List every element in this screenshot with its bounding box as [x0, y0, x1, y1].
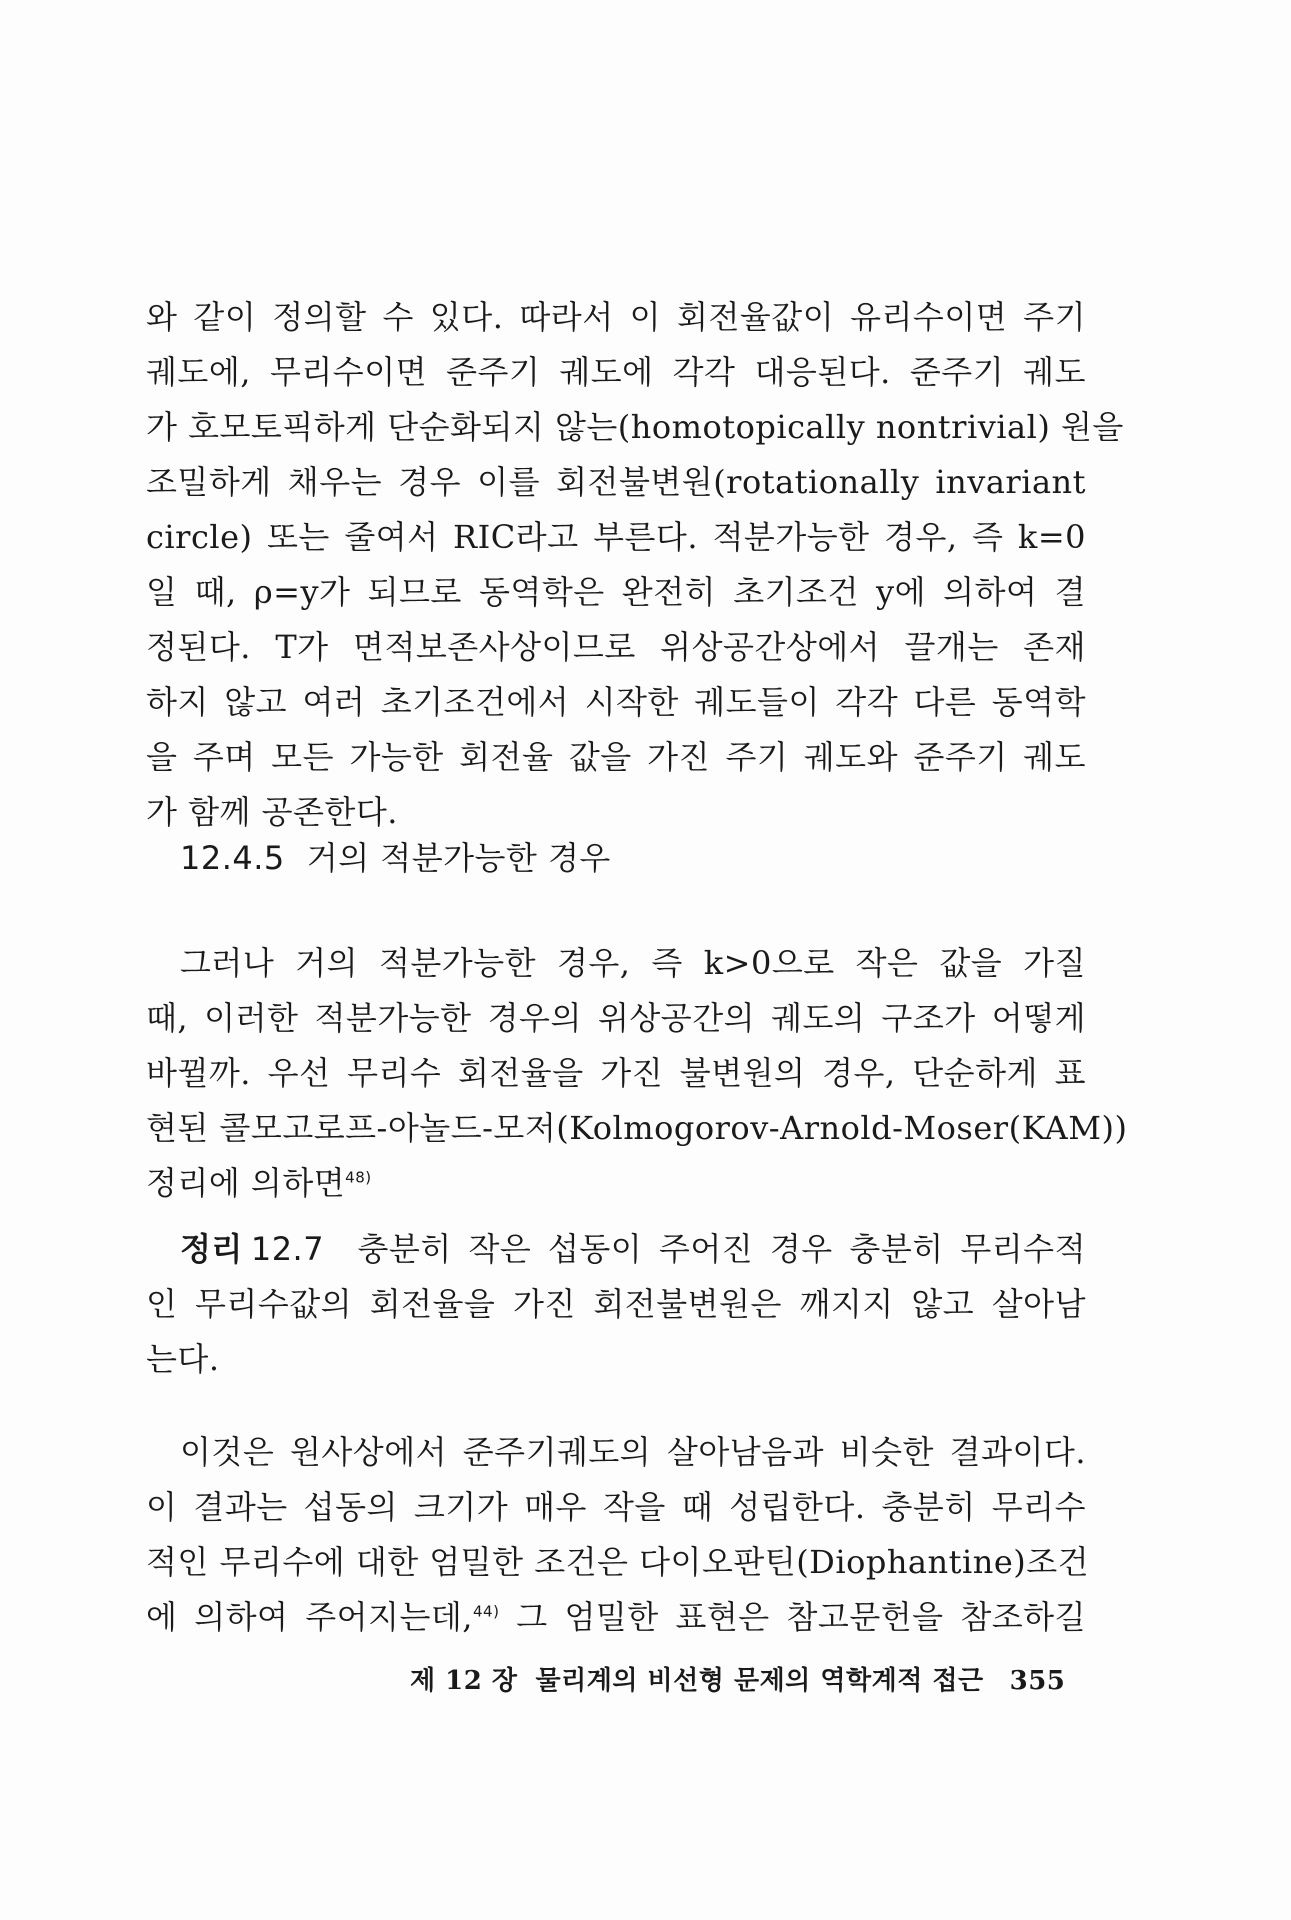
theorem-label: 정리: [180, 1230, 243, 1268]
text-line: 때, 이러한 적분가능한 경우의 위상공간의 궤도의 구조가 어떻게: [146, 999, 1086, 1037]
text-line: 적인 무리수에 대한 엄밀한 조건은 다이오판틴(Diophantine)조건: [146, 1543, 1090, 1581]
text-line: 와 같이 정의할 수 있다. 따라서 이 회전율값이 유리수이면 주기: [146, 298, 1086, 336]
text-line: 일 때, ρ=y가 되므로 동역학은 완전히 초기조건 y에 의하여 결: [146, 573, 1086, 611]
text-line: 그러나 거의 적분가능한 경우, 즉 k>0으로 작은 값을 가질: [180, 944, 1086, 982]
text-line: 이것은 원사상에서 준주기궤도의 살아남음과 비슷한 결과이다.: [180, 1433, 1086, 1471]
section-number: 12.4.5: [180, 839, 285, 877]
text-fragment: 그 엄밀한 표현은 참고문헌을 참조하길: [499, 1598, 1087, 1636]
footer-title: 물리계의 비선형 문제의 역학계적 접근: [535, 1666, 984, 1696]
section-heading: [180, 838, 611, 878]
text-line: 정된다. T가 면적보존사상이므로 위상공간상에서 끌개는 존재: [146, 628, 1086, 666]
text-line: 궤도에, 무리수이면 준주기 궤도에 각각 대응된다. 준주기 궤도: [146, 353, 1086, 391]
theorem-12-7: [146, 1222, 1086, 1387]
paragraph-1: [146, 290, 1124, 840]
text-line: 이 결과는 섭동의 크기가 매우 작을 때 성립한다. 충분히 무리수: [146, 1488, 1086, 1526]
text-fragment: 에 의하여 주어지는데,: [146, 1598, 473, 1636]
text-line: 는다.: [146, 1340, 220, 1378]
text-line: 가 함께 공존한다.: [146, 793, 398, 831]
page-number: 355: [1009, 1666, 1066, 1696]
paragraph-3: [146, 1425, 1090, 1645]
text-line: circle) 또는 줄여서 RIC라고 부른다. 적분가능한 경우, 즉 k=0: [146, 518, 1086, 556]
text-line: 인 무리수값의 회전율을 가진 회전불변원은 깨지지 않고 살아남: [146, 1285, 1086, 1323]
text-line: 을 주며 모든 가능한 회전율 값을 가진 주기 궤도와 준주기 궤도: [146, 738, 1086, 776]
text-line-with-footnote: [146, 1590, 1086, 1645]
text-line: 조밀하게 채우는 경우 이를 회전불변원(rotationally invariant: [146, 463, 1086, 501]
text-line-with-footnote: [146, 1156, 1086, 1211]
footer-chapter: 제 12 장: [410, 1666, 518, 1696]
footnote-ref: 48): [345, 1168, 372, 1187]
theorem-first-line: [146, 1222, 1086, 1277]
text-fragment: 충분히 작은 섭동이 주어진 경우 충분히 무리수적: [357, 1230, 1086, 1268]
paragraph-2: [146, 936, 1128, 1211]
text-line: 바뀔까. 우선 무리수 회전율을 가진 불변원의 경우, 단순하게 표: [146, 1054, 1086, 1092]
text-line: 현된 콜모고로프-아놀드-모저(Kolmogorov-Arnold-Moser(KAM)): [146, 1109, 1128, 1147]
text-fragment: 정리에 의하면: [146, 1164, 346, 1202]
text-line: 가 호모토픽하게 단순화되지 않는(homotopically nontrivial) 원을: [146, 408, 1124, 446]
section-title: 거의 적분가능한 경우: [306, 839, 611, 877]
running-footer: [410, 1660, 1065, 1697]
theorem-number: 12.7: [250, 1230, 325, 1268]
footnote-ref: 44): [472, 1602, 500, 1621]
text-line: 하지 않고 여러 초기조건에서 시작한 궤도들이 각각 다른 동역학: [146, 683, 1086, 721]
